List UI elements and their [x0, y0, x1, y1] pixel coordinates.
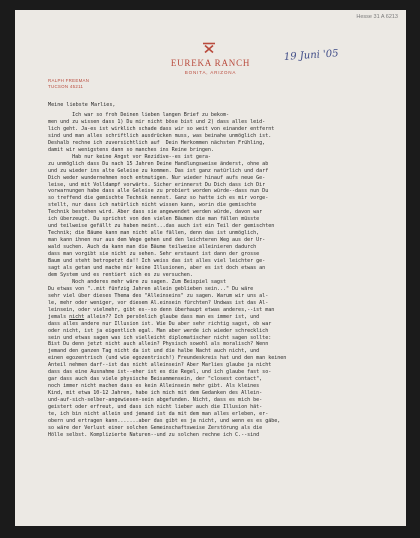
- letter-body-line: vorwarnungen habe dass alle Geleise zu probiert worden würde--dass nun Du: [48, 188, 269, 195]
- letter-body-line: Hölle selbst. Komplizierte Naturen--und zu solchen rechne ich C.--sind: [48, 431, 260, 438]
- letter-body-line: Technik bestehen wird. Aber dass sie angewendet werden würde, davon war: [48, 209, 263, 216]
- letter-body-line: leise, und mit Volldampf vorwärts. Sicher erinnerst Du Dich dass ich Dir: [48, 181, 266, 188]
- letter-body-line: Hab nur keine Angst vor Rezidive--es ist gera-: [48, 153, 211, 160]
- archive-reference-number: Hesse 31 A 6213: [356, 14, 398, 20]
- letterhead-sender-block: [48, 78, 89, 90]
- letter-body-line: man kann ihnen nur aus dem Wege gehen und den leichteren Weg aus der Ur-: [48, 237, 266, 244]
- letter-page: [15, 10, 406, 526]
- letter-body-line: jemals nicht allein?? Ich persönlich glaube dass man es immer ist, und: [48, 313, 260, 320]
- letter-body-line: le, mehr oder weniger, vor diesem Al.einsein fürchten? Undwas ist das Al-: [48, 299, 269, 306]
- letter-body-line: Dich weder wundernehmen noch entmutigen. Nur wieder hinauf aufs neue Ge-: [48, 174, 266, 181]
- letter-body-line: stellt, nur dass ich natürlich nicht wissen kann, worin die gemischte: [48, 202, 257, 209]
- letter-body-line: geistert oder erfreut, und dass ich nicht lieber auch die Illusion hät-: [48, 404, 263, 411]
- letterhead-ranch-place: BONITA, ARIZONA: [184, 70, 237, 75]
- letter-body-line: noch immer nicht machen dass es kein Alleinsein mehr gibt. Als kleines: [48, 383, 260, 390]
- letter-body-line: dass alles andere nur Illusion ist. Wie Du aber sehr richtig sagst, ob war: [48, 320, 272, 327]
- letter-body-line: sind und man alles schriftlich ausdrücken muss, was beinahe unmöglich ist.: [48, 132, 272, 139]
- letter-body-line: te, ich bin nicht allein und jemand ist da mit dem man alles erleben, er-: [48, 410, 269, 417]
- letter-body-line: jemand den ganzen Tag nicht da ist und die halbe Nacht auch nicht, und: [48, 348, 260, 355]
- letter-body-line: gar dass auch das viele physische Beisammensein, der "closest contact",: [48, 376, 263, 383]
- letterhead-ranch-name: EUREKA RANCH: [170, 58, 251, 68]
- letter-body-line: leinsein, oder vielmehr, gibt es--so denn überhaupt etwas anderes,--ist man: [48, 306, 275, 313]
- letter-body-line: Anteil nehmen darf--ist das nicht alleinsein? Aber Marlies glaube ja nicht: [48, 362, 272, 369]
- letter-body: [48, 112, 388, 439]
- letter-body-line: und teilweise gefällt zu haben meint...das auch ist ein Teil der gemischten: [48, 223, 275, 230]
- letter-body-line: sein und etwas sagen was ich vielleicht diplomatischer nicht sagen sollte:: [48, 334, 272, 341]
- letter-body-line: dass man vorgibt sie nicht zu sehen. Sehr erstaunt ist dann der grosse: [48, 251, 260, 258]
- letter-body-line: obern und ertragen kann.......aber das gibt es ja nicht, und wenn es es gäbe,: [48, 417, 281, 424]
- letter-body-line: Ich war so froh Deinen lieben langen Brief zu bekom-: [48, 112, 230, 118]
- letter-body-line: Deshalb rechne ich zuversichtlich auf Dein Herkommen nächsten Frühling,: [48, 139, 266, 146]
- letter-body-line: ich überzeugt. Du sprichst von den vielen Bäumen die man fällen müsste: [48, 216, 260, 223]
- letterhead-sender-name: RALPH FREEMAN: [48, 78, 90, 83]
- letter-body-line: Baum und steht betropetzt da!! Ich weiss das ist alles viel leichter ge-: [48, 258, 266, 265]
- letter-body-line: so wäre der Verlust einer solchen Gemeinschaftsweise Zerstörung als die: [48, 424, 263, 431]
- letter-body-line: wald suchen. Auch da kann man die Bäume teilweise alleinieren dadurch: [48, 244, 257, 251]
- letter-body-line: einen egozentrisch (und wie egozentrisch!) Freundeskreis hat und den man keinen: [48, 355, 287, 362]
- letter-salutation: Meine liebste Marlies,: [48, 102, 116, 108]
- letter-body-line: Du etwas von "..mit fünfzig Jahren allein geblieben sein..." Du wäre: [48, 285, 254, 292]
- letter-body-line: lich geht. Ja-es ist wirklich schade dass wir so weit von einander entfernt: [48, 125, 275, 132]
- letter-body-line: sagt als getan und mache mir keine Illusionen, aber es ist doch etwas an: [48, 264, 266, 271]
- letter-body-line: men und zu wissen dass 1) Du mir nicht böse bist und 2) dass alles leid-: [48, 118, 266, 125]
- letter-body-line: und-auf-sich-selber-angewiesen-sein abgefunden. Nicht, dass es mich be-: [48, 397, 263, 404]
- letter-body-line: dem System und es rentiert sich es zu versuchen.: [48, 271, 193, 278]
- letter-body-line: oder nicht, ist ja eigentlich egal. Man aber werde ich wieder schrecklich: [48, 327, 269, 334]
- letter-body-line: Technik; die Bäume kann man nicht alle fällen, denn das ist unmöglich,: [48, 230, 260, 237]
- letter-body-line: Noch anderes mehr wäre zu sagen. Zum Beispiel sagst: [48, 278, 226, 285]
- letterhead-sender-city: TUCSON 45211: [48, 84, 84, 89]
- letter-body-line: dass das eine Ausnahme ist--eher ist es die Regel, und ich glaube fast so-: [48, 369, 272, 376]
- letter-body-line: Kind, mit etwa 10-12 Jahren, habe ich mich mit dem Gedanken des Allein-: [48, 390, 263, 397]
- letter-body-line: zu unmöglich dass Du nach 15 Jahren Deine Handlungsweise änderst, ohne ab: [48, 160, 269, 167]
- letter-body-line: damit wir wenigstens dann so manches ins Reine bringen.: [48, 146, 214, 153]
- letter-body-line: so treffend die gemischte Technik nennst. Ganz so hatte ich es mir vorge-: [48, 195, 269, 202]
- handwritten-date: 19 Juni '05: [283, 48, 339, 63]
- letter-body-line: und zu wieder ins alte Geleise zu kommen. Das ist ganz natürlich und darf: [48, 167, 269, 174]
- underlined-word: nicht: [69, 313, 85, 320]
- letter-body-line: sehr viel über dieses Thema des "Alleinseins" zu sagen. Warum wir uns al-: [48, 292, 269, 299]
- letter-body-line: Bist Du denn jetzt nicht auch allein? Physisch sowohl als moralisch? Wenn: [48, 341, 269, 348]
- crossed-ranch-brand-icon: [202, 42, 216, 54]
